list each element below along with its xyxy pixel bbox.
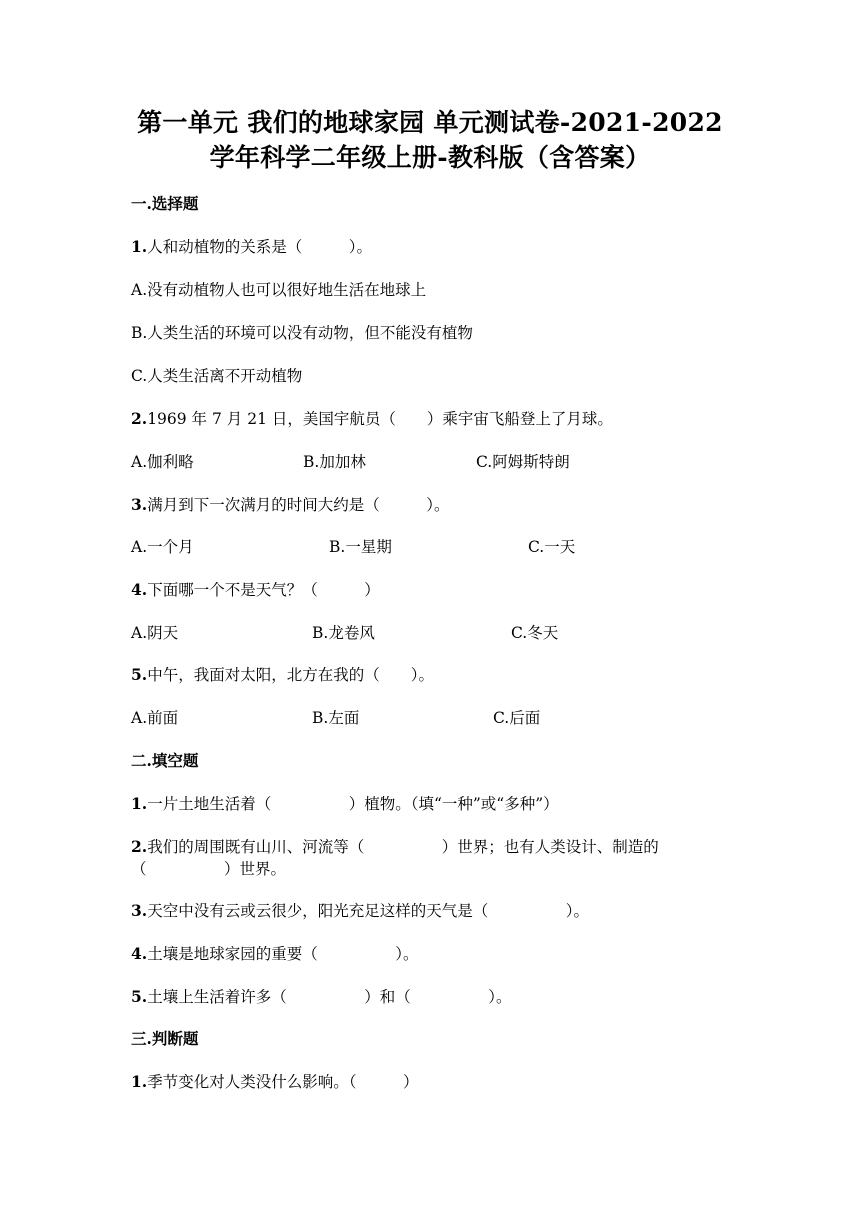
question-number: 2.: [131, 837, 148, 856]
question-text: 天空中没有云或云很少，阳光充足这样的天气是（ ）。: [147, 902, 589, 920]
option-b: B.加加林: [303, 453, 366, 471]
option-c: C.后面: [493, 709, 541, 727]
question-text: 下面哪一个不是天气？（ ）: [147, 581, 380, 599]
option-c: C.冬天: [511, 624, 559, 642]
question-text: 中午，我面对太阳，北方在我的（ ）。: [147, 666, 434, 684]
page-title-line2: 学年科学二年级上册-教科版（含答案）: [209, 143, 651, 172]
fill-question-2: [131, 837, 659, 857]
option-a: A.一个月: [131, 538, 194, 556]
judge-question-1: [131, 1072, 418, 1092]
question-number: 5.: [131, 665, 148, 684]
question-text: 1969 年 7 月 21 日，美国宇航员（ ）乘宇宙飞船登上了月球。: [147, 410, 613, 428]
question-number: 1.: [131, 794, 148, 813]
question-number: 1.: [131, 1072, 148, 1091]
question-number: 2.: [131, 409, 148, 428]
question-text: 季节变化对人类没什么影响。（ ）: [147, 1073, 419, 1091]
fill-question-2-continued: （ ）世界。: [131, 860, 287, 878]
choice-option-1a: A.没有动植物人也可以很好地生活在地球上: [131, 281, 427, 299]
option-b: B.龙卷风: [312, 624, 375, 642]
fill-question-1: [131, 794, 559, 814]
choice-options-2: [131, 452, 831, 472]
question-text: 人和动植物的关系是（ ）。: [147, 238, 372, 256]
option-a: A.伽利略: [131, 453, 194, 471]
question-number: 3.: [131, 901, 148, 920]
question-text: 土壤上生活着许多（ ）和（ ）。: [147, 988, 512, 1006]
choice-options-5: [131, 708, 831, 728]
section-heading-fill: 二.填空题: [131, 751, 199, 770]
page-title-line1: 第一单元 我们的地球家园 单元测试卷-2021-2022: [137, 108, 723, 137]
question-number: 4.: [131, 944, 148, 963]
choice-question-2: [131, 409, 613, 429]
fill-question-3: [131, 901, 589, 921]
option-b: B.一星期: [329, 538, 392, 556]
option-b: B.左面: [312, 709, 360, 727]
question-text: 一片土地生活着（ ）植物。（填“一种”或“多种”）: [147, 795, 559, 813]
option-a: A.前面: [131, 709, 179, 727]
question-number: 1.: [131, 237, 148, 256]
option-c: C.阿姆斯特朗: [476, 453, 570, 471]
option-a: A.阴天: [131, 624, 179, 642]
choice-question-5: [131, 665, 434, 685]
question-text: 满月到下一次满月的时间大约是（ ）。: [147, 496, 450, 514]
question-number: 4.: [131, 580, 148, 599]
choice-options-3: [131, 537, 831, 557]
choice-question-1: [131, 237, 372, 257]
choice-question-4: [131, 580, 380, 600]
fill-question-4: [131, 944, 418, 964]
option-c: C.一天: [528, 538, 576, 556]
fill-question-5: [131, 987, 511, 1007]
choice-question-3: [131, 495, 449, 515]
question-text: 我们的周围既有山川、河流等（ ）世界；也有人类设计、制造的: [147, 838, 659, 856]
choice-option-1b: B.人类生活的环境可以没有动物，但不能没有植物: [131, 324, 473, 342]
choice-options-4: [131, 623, 831, 643]
section-heading-judge: 三.判断题: [131, 1029, 199, 1048]
question-text: 土壤是地球家园的重要（ ）。: [147, 945, 419, 963]
section-heading-choice: 一.选择题: [131, 194, 199, 213]
question-number: 5.: [131, 987, 148, 1006]
question-number: 3.: [131, 495, 148, 514]
choice-option-1c: C.人类生活离不开动植物: [131, 367, 303, 385]
